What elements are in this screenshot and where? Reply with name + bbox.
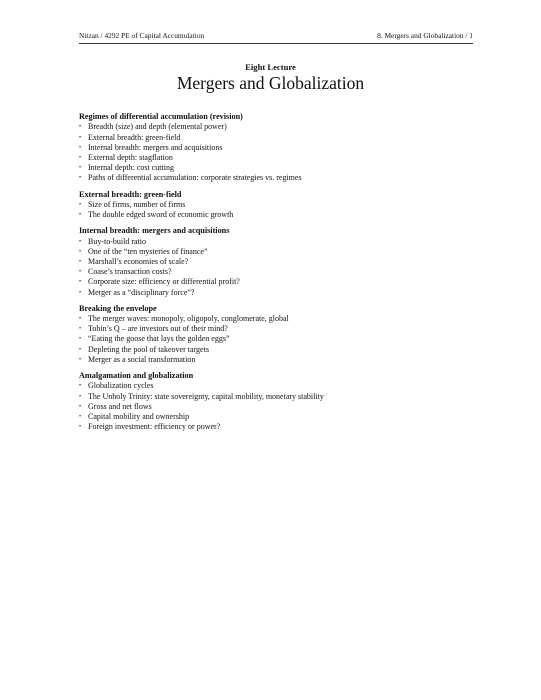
bullet-list (79, 200, 479, 220)
bullet-icon: • (79, 212, 82, 219)
bullet-icon: • (79, 165, 82, 172)
section-title: Breaking the envelope (79, 303, 157, 313)
list-item: • The double edged sword of economic growth (79, 210, 234, 220)
list-item: • Tobin’s Q – are investors out of their mind? (79, 324, 228, 334)
bullet-list (79, 314, 479, 365)
list-item: • External depth: stagflation (79, 152, 173, 162)
bullet-icon: • (79, 326, 82, 333)
section-title: Internal breadth: mergers and acquisitions (79, 226, 230, 236)
section-external-breadth (79, 190, 479, 221)
bullet-icon: • (79, 248, 82, 255)
header-right: 8. Mergers and Globalization / 1 (377, 31, 473, 40)
list-item: • Capital mobility and ownership (79, 411, 190, 421)
list-item: • The Unholy Trinity: state sovereignty, capital mobility, monetary stability (79, 391, 324, 401)
list-item: • Coase’s transaction costs? (79, 267, 172, 277)
bullet-icon: • (79, 269, 82, 276)
bullet-icon: • (79, 336, 82, 343)
lecture-label: Eight Lecture (245, 62, 296, 72)
list-item: • External breadth: green-field (79, 132, 181, 142)
list-item: • The merger waves: monopoly, oligopoly, conglomerate, global (79, 314, 289, 324)
bullet-icon: • (79, 316, 82, 323)
bullet-list (79, 237, 479, 298)
lecture-title: Mergers and Globalization (176, 73, 365, 93)
bullet-icon: • (79, 413, 82, 420)
list-item: • Paths of differential accumulation: corporate strategies vs. regimes (79, 173, 302, 183)
bullet-icon: • (79, 124, 82, 131)
bullet-icon: • (79, 154, 82, 161)
section-amalgamation (79, 371, 479, 432)
running-header (79, 31, 473, 44)
list-item: • Breadth (size) and depth (elemental power) (79, 122, 227, 132)
header-left: Nitzan / 4292 PE of Capital Accumulation (79, 31, 205, 40)
section-title: Regimes of differential accumulation (revision) (79, 112, 243, 121)
bullet-icon: • (79, 356, 82, 363)
section-breaking-envelope (79, 304, 479, 365)
bullet-icon: • (79, 144, 82, 151)
list-item: • Depleting the pool of takeover targets (79, 344, 209, 354)
list-item: • Globalization cycles (79, 381, 154, 391)
bullet-icon: • (79, 201, 82, 208)
list-item: • “Eating the goose that lays the golden eggs” (79, 334, 230, 344)
bullet-icon: • (79, 175, 82, 182)
list-item: • Foreign investment: efficiency or power? (79, 422, 221, 432)
list-item: • Gross and net flows (79, 401, 152, 411)
lecture-outline (79, 112, 479, 438)
list-item: • Internal breadth: mergers and acquisitions (79, 142, 223, 152)
section-title: Amalgamation and globalization (79, 371, 194, 381)
bullet-icon: • (79, 258, 82, 265)
list-item: • One of the “ten mysteries of finance” (79, 246, 208, 256)
bullet-icon: • (79, 134, 82, 141)
bullet-icon: • (79, 346, 82, 353)
section-internal-breadth (79, 226, 479, 298)
bullet-icon: • (79, 424, 82, 431)
bullet-icon: • (79, 383, 82, 390)
list-item: • Corporate size: efficiency or differential profit? (79, 277, 240, 287)
bullet-icon: • (79, 403, 82, 410)
bullet-list (79, 122, 479, 183)
list-item: • Buy-to-build ratio (79, 236, 146, 246)
list-item: • Internal depth: cost cutting (79, 163, 174, 173)
bullet-icon: • (79, 393, 82, 400)
bullet-icon: • (79, 238, 82, 245)
bullet-icon: • (79, 279, 82, 286)
bullet-icon: • (79, 289, 82, 296)
list-item: • Merger as a social transformation (79, 354, 196, 364)
list-item: • Marshall’s economies of scale? (79, 256, 189, 266)
list-item: • Size of firms, number of firms (79, 199, 186, 209)
list-item: • Merger as a “disciplinary force”? (79, 287, 195, 297)
bullet-list (79, 381, 479, 432)
section-regimes (79, 112, 479, 184)
section-title: External breadth: green-field (79, 189, 182, 199)
